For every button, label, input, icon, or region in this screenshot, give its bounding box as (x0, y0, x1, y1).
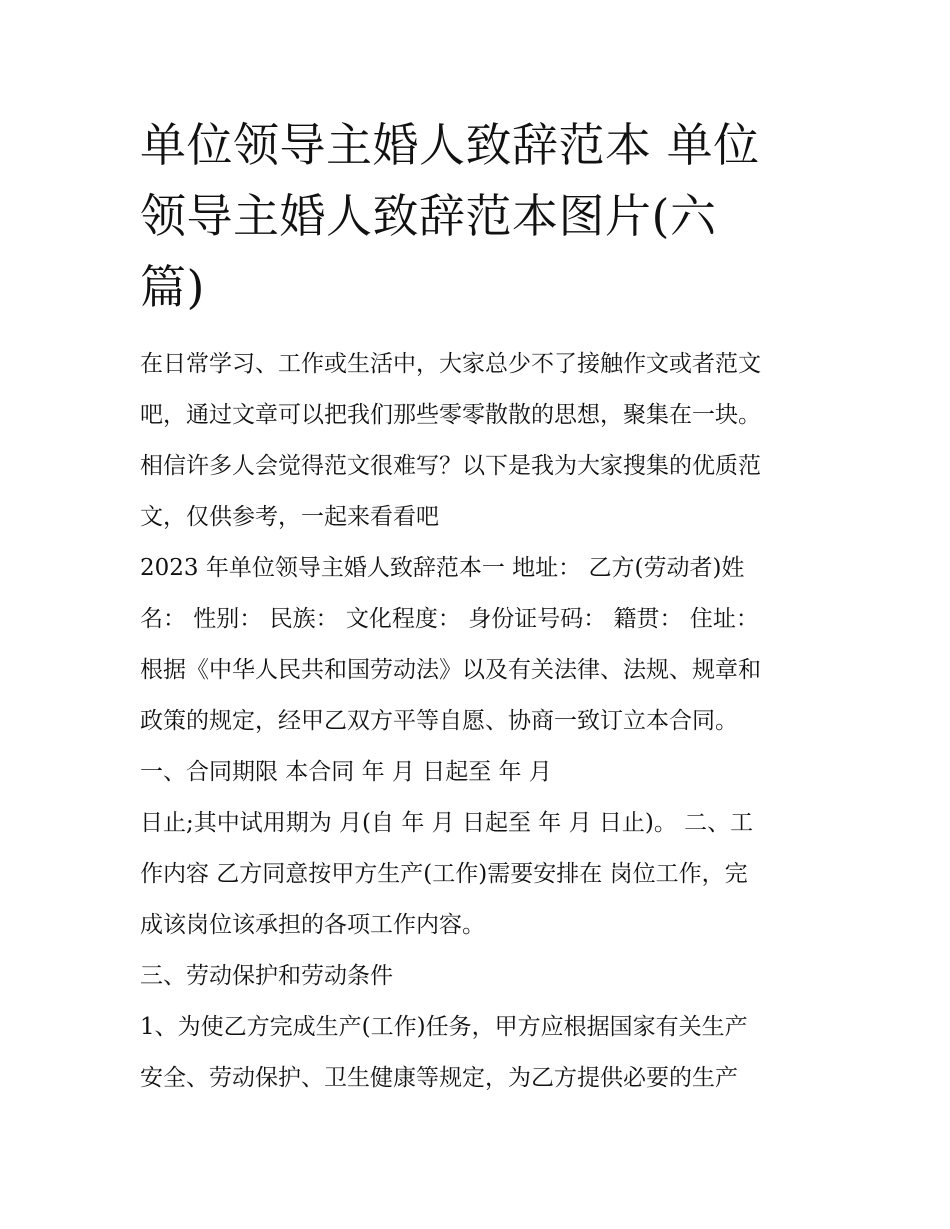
text-line: 吧，通过文章可以把我们那些零零散散的思想，聚集在一块。 (140, 402, 761, 428)
document-page (140, 110, 830, 1104)
text-line: 根据《中华人民共和国劳动法》以及有关法律、法规、规章和 (140, 657, 761, 683)
text-line: 名： 性别： 民族： 文化程度： 身份证号码： 籍贯： 住址： (140, 606, 759, 632)
text-line: 日止;其中试用期为 月(自 年 月 日起至 年 月 日止)。 二、工 (140, 810, 754, 836)
document-body (140, 339, 830, 1104)
text-line: 作内容 乙方同意按甲方生产(工作)需要安排在 岗位工作，完 (140, 861, 748, 887)
text-line: 安全、劳动保护、卫生健康等规定，为乙方提供必要的生产 (140, 1065, 738, 1091)
text-line: 政策的规定，经甲乙双方平等自愿、协商一致订立本合同。 (140, 708, 738, 734)
document-title (140, 110, 830, 323)
title-line: 领导主婚人致辞范本图片(六 (140, 189, 717, 243)
text-line: 一、合同期限 本合同 年 月 日起至 年 月 (140, 759, 552, 785)
text-line: 2023 年单位领导主婚人致辞范本一 地址： 乙方(劳动者)姓 (140, 555, 745, 581)
text-line: 相信许多人会觉得范文很难写？以下是我为大家搜集的优质范 (140, 453, 761, 479)
title-line: 单位领导主婚人致辞范本 单位 (140, 118, 760, 172)
text-line: 文，仅供参考，一起来看看吧 (140, 504, 439, 530)
text-line: 三、劳动保护和劳动条件 (140, 963, 393, 989)
text-line: 在日常学习、工作或生活中，大家总少不了接触作文或者范文 (140, 351, 761, 377)
text-line: 成该岗位该承担的各项工作内容。 (140, 912, 485, 938)
title-line: 篇) (140, 260, 205, 314)
text-line: 1、为使乙方完成生产(工作)任务，甲方应根据国家有关生产 (140, 1014, 748, 1040)
